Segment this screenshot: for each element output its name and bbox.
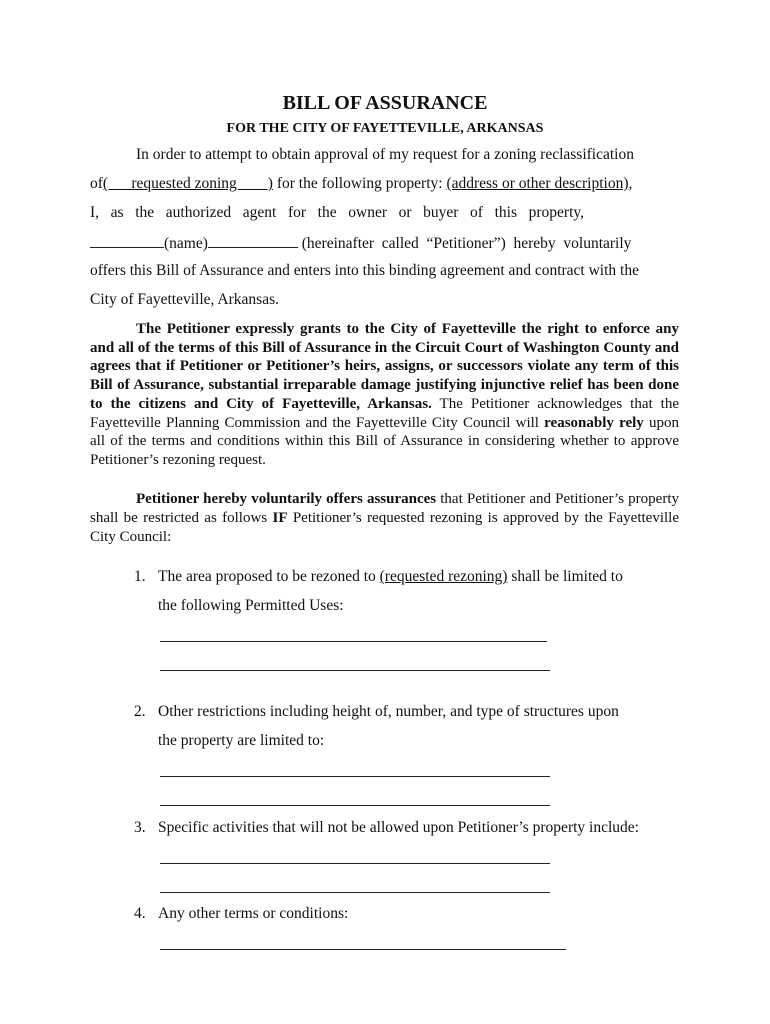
if-bold: IF [272, 510, 288, 526]
name-label: (name) [164, 235, 208, 252]
enforcement-text-2: upon all of the terms and conditions within this Bill of Assurance in considering whether to approve Petitioner’s rezoning request. [90, 414, 680, 468]
intro-property-text: for the following property: [276, 175, 443, 192]
enforcement-paragraph [90, 320, 679, 470]
enforcement-text-1: The Petitioner acknowledges that the Fayetteville Planning Commission and the Fayetteville City Council will [90, 395, 679, 431]
other-restrictions-line-1[interactable] [160, 776, 550, 777]
address-description-field[interactable]: (address or other description) [446, 175, 629, 192]
item-2-line-2: the property are limited to: [158, 732, 325, 749]
requested-rezoning-field[interactable]: (requested rezoning) [379, 568, 508, 585]
assurances-bold-text: Petitioner hereby voluntarily offers assurances [136, 491, 437, 507]
item-4-line-1: Any other terms or conditions: [158, 905, 349, 922]
intro-line-3: I, as the authorized agent for the owner or buyer of this property, [90, 204, 584, 221]
enforcement-bold-text: The Petitioner expressly grants to the City of Fayetteville the right to enforce any and all of the terms of this Bill of Assurance in the Circuit Court of Washington County and agrees that if Petitioner or Petitioner’s heirs, assigns, or successors violate any term of this Bill of Assurance, substantial irreparable damage justifying injunctive relief has been done to the citizens and City of Fayetteville, Arkansas. [90, 321, 679, 412]
item-1-line-1 [158, 568, 623, 586]
intro-line-4 [90, 233, 631, 253]
document-title: BILL OF ASSURANCE [282, 92, 488, 114]
permitted-uses-line-1[interactable] [160, 641, 547, 642]
intro-line-1: In order to attempt to obtain approval of my request for a zoning reclassification [136, 146, 634, 163]
item-1-text-pre: The area proposed to be rezoned to [158, 568, 380, 585]
item-1-text-post: shall be limited to [507, 568, 623, 585]
assurances-text-1: that Petitioner and Petitioner’s property shall be restricted as follows [90, 491, 679, 526]
item-1-line-2: the following Permitted Uses: [158, 597, 344, 614]
item-2-number: 2. [134, 703, 146, 720]
intro-comma: , [628, 175, 633, 192]
item-3-number: 3. [134, 819, 146, 836]
document-subtitle: FOR THE CITY OF FAYETTEVILLE, ARKANSAS [226, 121, 544, 136]
item-2-line-1: Other restrictions including height of, number, and type of structures upon [158, 703, 619, 720]
reasonably-rely-bold: reasonably rely [544, 414, 644, 431]
item-4-number: 4. [134, 905, 146, 922]
assurances-text-2: Petitioner’s requested rezoning is approved by the Fayetteville City Council: [90, 510, 679, 545]
other-terms-line-1[interactable] [160, 949, 566, 950]
intro-line-2 [90, 175, 632, 193]
name-blank-right[interactable] [208, 233, 298, 248]
item-3-line-1: Specific activities that will not be allowed upon Petitioner’s property include: [158, 819, 639, 836]
item-1-number: 1. [134, 568, 146, 585]
permitted-uses-line-2[interactable] [160, 670, 550, 671]
petitioner-intro-text: (hereinafter called “Petitioner”) hereby voluntarily [301, 235, 632, 252]
other-restrictions-line-2[interactable] [160, 805, 550, 806]
intro-of-text: of [90, 175, 103, 192]
name-blank-left[interactable] [90, 233, 164, 248]
intro-line-6: City of Fayetteville, Arkansas. [90, 291, 279, 308]
intro-line-5: offers this Bill of Assurance and enters into this binding agreement and contract with the [90, 262, 639, 279]
prohibited-activities-line-1[interactable] [160, 863, 550, 864]
requested-zoning-field[interactable]: ( requested zoning ) [102, 175, 273, 192]
prohibited-activities-line-2[interactable] [160, 892, 550, 893]
assurances-paragraph [90, 490, 679, 547]
